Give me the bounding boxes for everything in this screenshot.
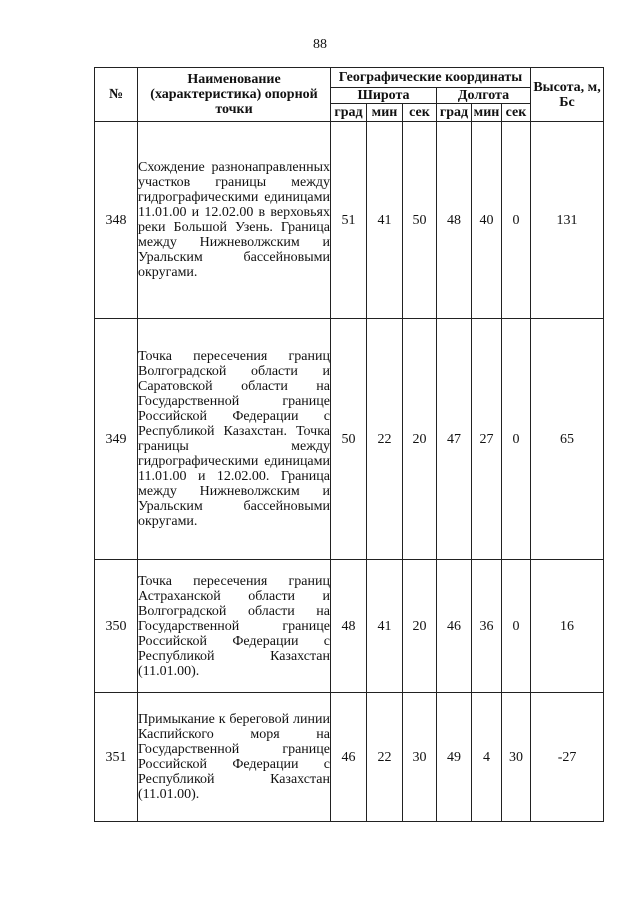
lon-seconds: 0 — [502, 560, 531, 693]
height-value: 16 — [531, 560, 604, 693]
header-longitude: Долгота — [437, 88, 531, 104]
row-description: Схождение разнонаправленных участков границы между гидрографическими единицами 11.01.00 и 12.02.00 в верховьях реки Большой Узень. Граница между Нижневолжским и Уральским бассейновыми округами. — [138, 122, 331, 319]
lon-minutes: 4 — [472, 693, 502, 822]
table-row — [95, 319, 604, 560]
lat-minutes: 41 — [367, 560, 403, 693]
lat-minutes: 22 — [367, 319, 403, 560]
row-number: 350 — [95, 560, 138, 693]
header-lat-minutes: мин — [367, 104, 403, 122]
lon-minutes: 36 — [472, 560, 502, 693]
row-description: Точка пересечения границ Волгоградской области и Саратовской области на Государственной границе Российской Федерации с Республикой Казахстан. Точка границы между гидрографическими единицами 11.01.00 и 12.02.00. Граница между Нижневолжским и Уральским бассейновыми округами. — [138, 319, 331, 560]
lon-seconds: 0 — [502, 122, 531, 319]
header-height: Высота, м, Бс — [531, 68, 604, 122]
header-lon-minutes: мин — [472, 104, 502, 122]
reference-points-table — [94, 67, 604, 822]
header-number: № — [95, 68, 138, 122]
lon-degrees: 48 — [437, 122, 472, 319]
lat-minutes: 41 — [367, 122, 403, 319]
table-row — [95, 122, 604, 319]
lat-seconds: 50 — [403, 122, 437, 319]
header-latitude: Широта — [331, 88, 437, 104]
lon-seconds: 30 — [502, 693, 531, 822]
lat-minutes: 22 — [367, 693, 403, 822]
row-description: Примыкание к береговой линии Каспийского моря на Государственной границе Российской Федерации с Республикой Казахстан (11.01.00). — [138, 693, 331, 822]
lat-seconds: 20 — [403, 560, 437, 693]
lat-seconds: 20 — [403, 319, 437, 560]
row-number: 351 — [95, 693, 138, 822]
lat-degrees: 50 — [331, 319, 367, 560]
lon-degrees: 46 — [437, 560, 472, 693]
header-lon-degrees: град — [437, 104, 472, 122]
header-point-name: Наименование (характеристика) опорной точки — [138, 68, 331, 122]
lat-degrees: 51 — [331, 122, 367, 319]
height-value: 131 — [531, 122, 604, 319]
lat-degrees: 48 — [331, 560, 367, 693]
lon-degrees: 49 — [437, 693, 472, 822]
header-geo-coordinates: Географические координаты — [331, 68, 531, 88]
lat-seconds: 30 — [403, 693, 437, 822]
height-value: 65 — [531, 319, 604, 560]
page-number: 88 — [313, 37, 327, 52]
height-value: -27 — [531, 693, 604, 822]
header-lat-seconds: сек — [403, 104, 437, 122]
row-number: 348 — [95, 122, 138, 319]
row-number: 349 — [95, 319, 138, 560]
lon-degrees: 47 — [437, 319, 472, 560]
lon-minutes: 27 — [472, 319, 502, 560]
row-description: Точка пересечения границ Астраханской области и Волгоградской области на Государственной границе Российской Федерации с Республикой Казахстан (11.01.00). — [138, 560, 331, 693]
lon-seconds: 0 — [502, 319, 531, 560]
table-row — [95, 560, 604, 693]
header-lat-degrees: град — [331, 104, 367, 122]
lon-minutes: 40 — [472, 122, 502, 319]
header-lon-seconds: сек — [502, 104, 531, 122]
table-row — [95, 693, 604, 822]
lat-degrees: 46 — [331, 693, 367, 822]
